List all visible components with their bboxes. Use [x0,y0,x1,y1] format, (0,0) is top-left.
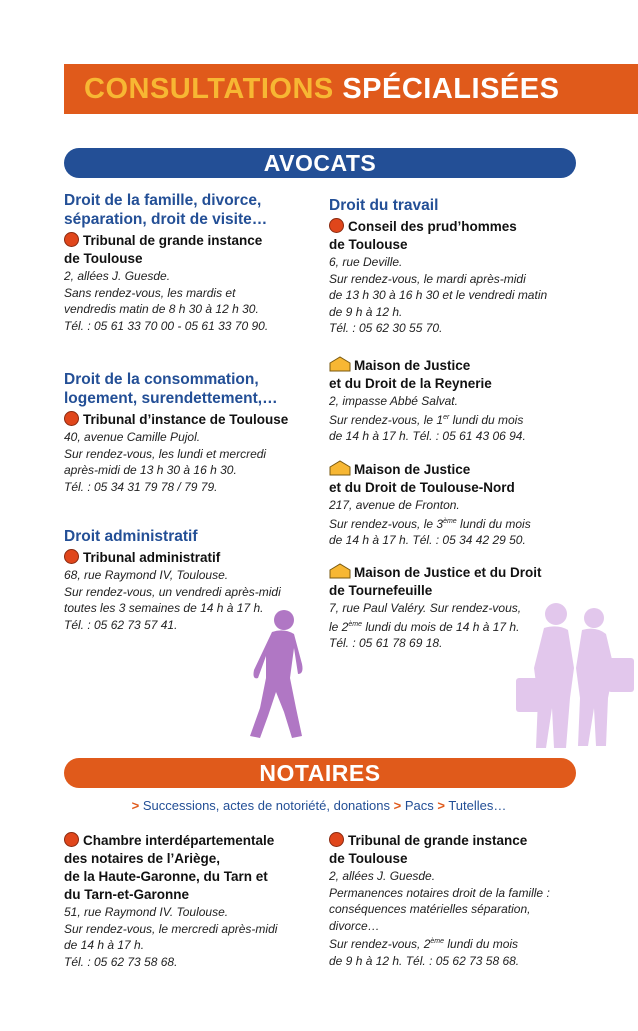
page-title [84,73,559,106]
house-icon [329,563,351,579]
address-text: le 2 [329,619,349,634]
address-line: Sur rendez-vous, les lundi et mercredi [64,446,267,461]
shopping-couple-illustration [508,598,638,753]
entry-famille [64,191,304,334]
address-line [329,410,574,429]
red-dot-icon [329,218,344,233]
ordinal-suffix: ème [430,938,445,945]
category-label: Droit de la famille, divorce, [64,192,262,209]
category-label: Droit administratif [64,528,198,545]
office-name: de Toulouse [329,851,408,866]
address-text: Sur rendez-vous, 2 [329,937,431,951]
office-name: Tribunal de grande instance [83,233,263,248]
separator: > [437,798,445,813]
address-line: Tél. : 05 62 73 57 41. [64,617,178,632]
address-line: Tél. : 05 34 31 79 78 / 79 79. [64,479,218,494]
office-name: Chambre interdépartementale [83,833,275,848]
category-label: Droit du travail [329,197,439,214]
office-name: de Toulouse [329,237,408,252]
entry-travail [329,196,574,337]
subtitle-item: Tutelles… [448,798,507,813]
address-text: lundi du mois de 14 h à 17 h. [361,619,520,634]
avocats-heading: AVOCATS [263,150,377,176]
ordinal-suffix: er [443,413,450,421]
office-name: et du Droit de la Reynerie [329,376,492,391]
address-line: de 13 h 30 à 16 h 30 et le vendredi matin [329,288,548,302]
address-line: de 14 h à 17 h. [64,938,145,952]
subtitle-item: Pacs [404,798,434,813]
address-line: Permanences notaires droit de la famille : [329,885,550,900]
address-line [329,934,574,953]
entry-chambre-notaires [64,832,304,970]
entry-reynerie [329,356,574,445]
address-line: vendredis matin de 8 h 30 à 12 h 30. [64,302,259,316]
address-text: lundi du mois [456,516,531,531]
office-name: Tribunal de grande instance [348,833,528,848]
address-line: 51, rue Raymond IV. Toulouse. [64,905,229,919]
separator: > [131,798,140,813]
address-line: divorce… [329,918,380,933]
address-line: 68, rue Raymond IV, Toulouse. [64,568,229,582]
address-line: Tél. : 05 62 73 58 68. [64,954,178,969]
address-line: après-midi de 13 h 30 à 16 h 30. [64,463,237,477]
address-line: conséquences matérielles séparation, [329,902,531,916]
red-dot-icon [64,549,79,564]
address-line: Tél. : 05 62 30 55 70. [329,321,443,335]
title-banner [64,64,638,114]
address-line: Tél. : 05 61 78 69 18. [329,636,443,650]
address-text: Sur rendez-vous, le 1 [329,412,444,427]
separator: > [393,798,402,813]
address-line: 2, allées J. Guesde. [329,869,436,883]
address-line: de 9 h à 12 h. [329,304,403,319]
office-name: Maison de Justice [354,462,471,477]
ordinal-suffix: ème [443,517,457,525]
address-text: lundi du mois [444,937,519,951]
office-name: de Toulouse [64,251,143,266]
red-dot-icon [64,232,79,247]
category-label: Droit de la consommation, [64,371,259,388]
notaires-heading: NOTAIRES [259,760,381,786]
office-name: de Tournefeuille [329,583,433,598]
office-name: et du Droit de Toulouse-Nord [329,480,515,495]
address-line: Sans rendez-vous, les mardis et [64,285,236,300]
address-line: 2, impasse Abbé Salvat. [329,394,458,408]
address-line: Sur rendez-vous, le mardi après-midi [329,271,526,286]
title-word-2: SPÉCIALISÉES [342,73,560,105]
office-name: Tribunal d’instance de Toulouse [83,412,289,427]
red-dot-icon [329,832,344,847]
entry-toulouse-nord [329,460,574,549]
address-line: Tél. : 05 61 33 70 00 - 05 61 33 70 90. [64,318,269,333]
title-word-1: CONSULTATIONS [84,73,334,105]
notaires-subtitle [0,798,638,813]
category-label: logement, surendettement,… [64,390,278,407]
entry-tgi-notaires [329,832,574,969]
office-name: des notaires de l’Ariège, [64,851,221,866]
address-line: 217, avenue de Fronton. [329,498,460,512]
house-icon [329,460,351,476]
walking-man-illustration [238,608,318,742]
office-name: Maison de Justice [354,358,471,373]
address-line: de 9 h à 12 h. Tél. : 05 62 73 58 68. [329,953,520,968]
address-line: de 14 h à 17 h. Tél. : 05 61 43 06 94. [329,429,526,443]
address-text: lundi du mois [449,412,524,427]
address-line: Sur rendez-vous, le mercredi après-midi [64,921,278,936]
address-line: toutes les 3 semaines de 14 h à 17 h. [64,601,264,615]
entry-consommation [64,370,304,495]
office-name: Maison de Justice et du Droit [354,565,542,580]
address-line: de 14 h à 17 h. Tél. : 05 34 42 29 50. [329,533,526,547]
office-name: du Tarn-et-Garonne [64,887,190,902]
address-line: 7, rue Paul Valéry. Sur rendez-vous, [329,601,522,615]
house-icon [329,356,351,372]
address-line: 40, avenue Camille Pujol. [64,430,201,444]
address-line: 2, allées J. Guesde. [64,269,171,283]
subtitle-item: Successions, actes de notoriété, donations [142,798,390,813]
office-name: Tribunal administratif [83,550,221,565]
address-line [329,514,574,533]
avocats-heading-bar [64,148,576,178]
address-line: 6, rue Deville. [329,255,403,269]
notaires-heading-bar [64,758,576,788]
office-name: de la Haute-Garonne, du Tarn et [64,869,268,884]
red-dot-icon [64,832,79,847]
ordinal-suffix: ème [348,620,362,628]
red-dot-icon [64,411,79,426]
address-text: Sur rendez-vous, le 3 [329,516,444,531]
office-name: Conseil des prud’hommes [348,219,517,234]
address-line: Sur rendez-vous, un vendredi après-midi [64,584,281,599]
category-label: séparation, droit de visite… [64,211,268,228]
